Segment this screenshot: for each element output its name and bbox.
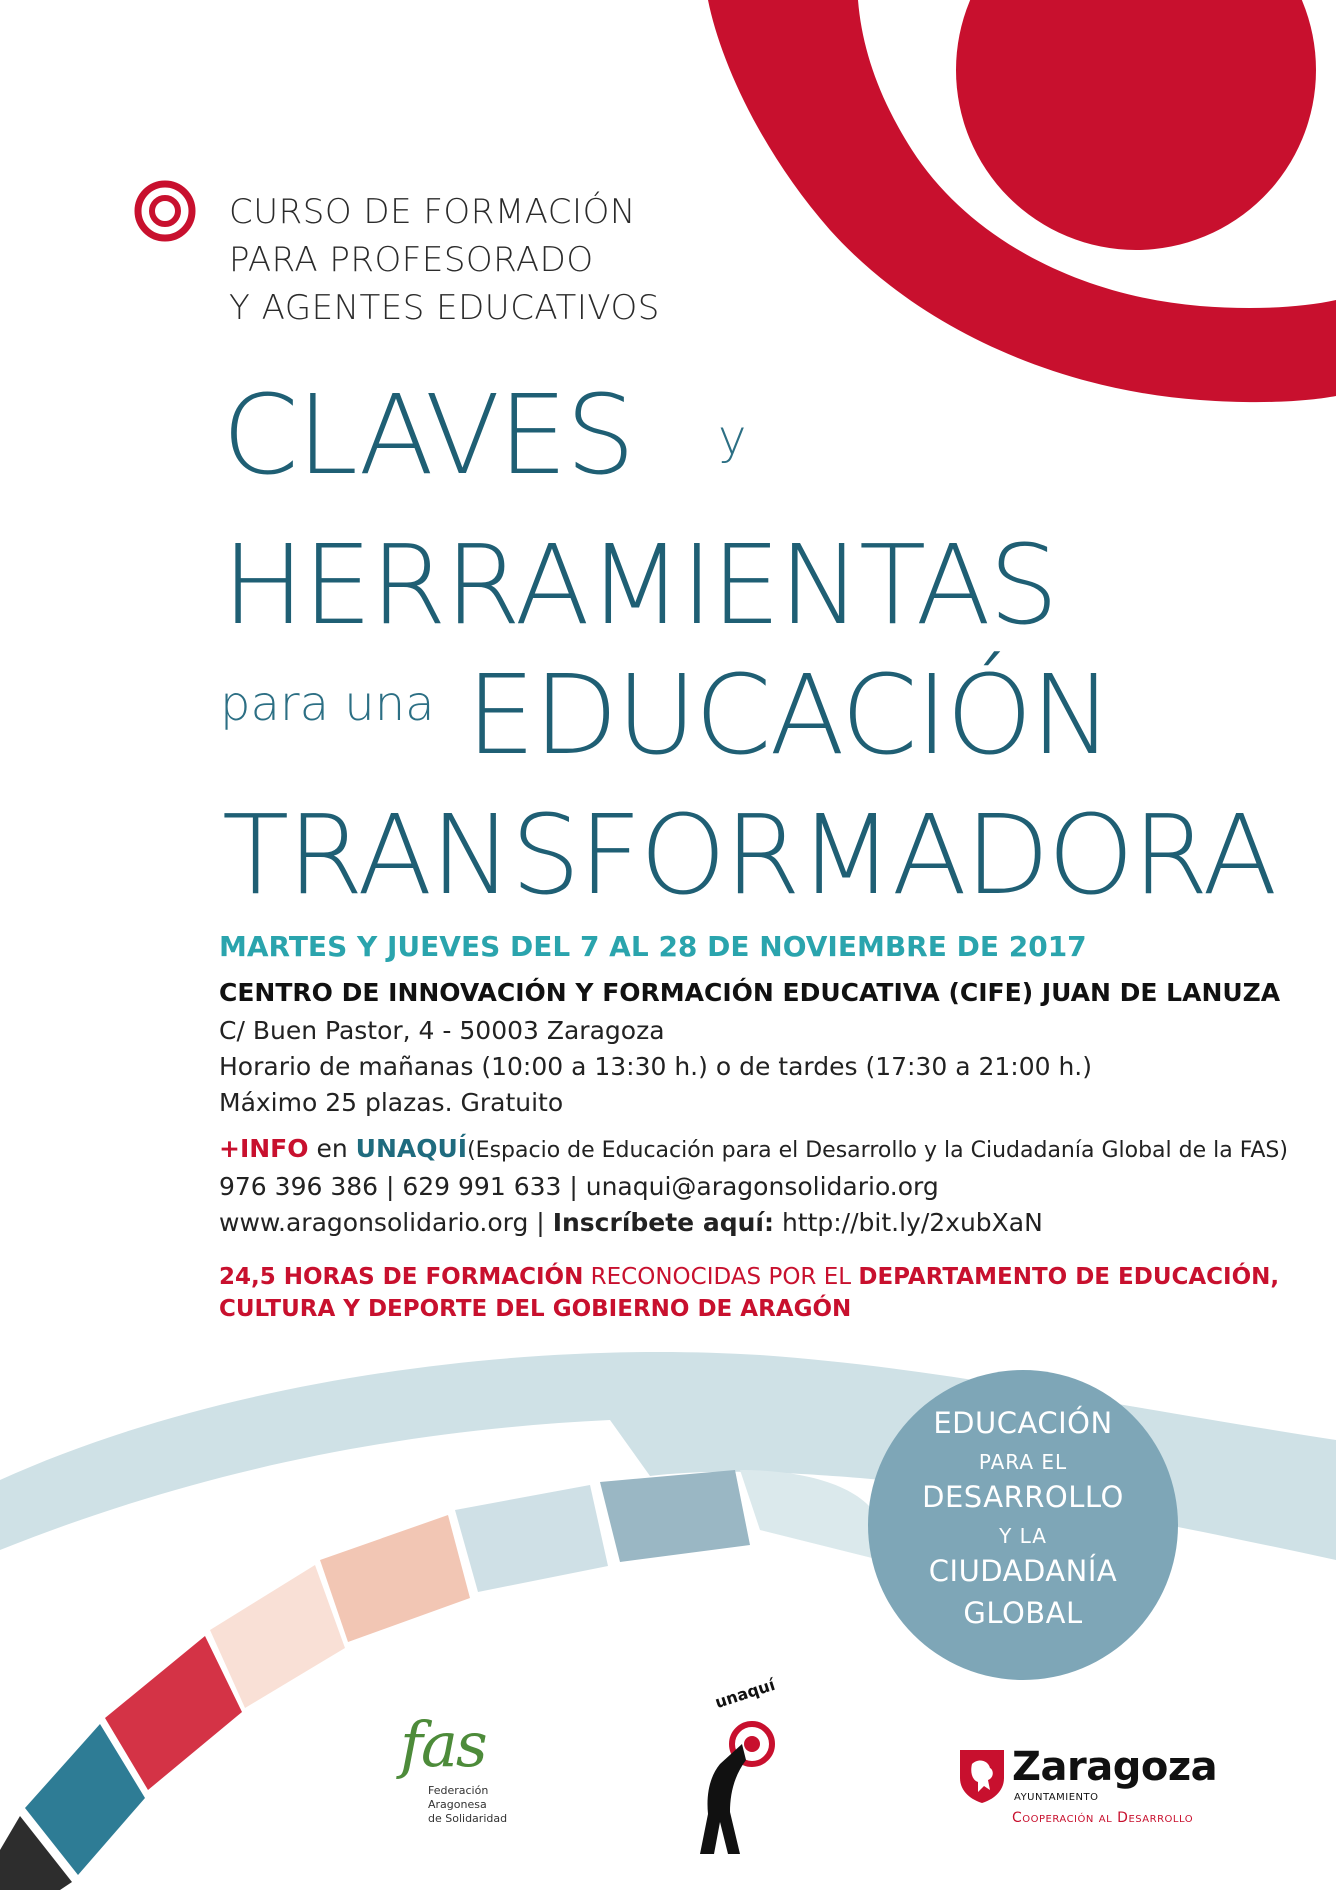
website-line: [219, 1208, 1043, 1237]
zaragoza-sub: AYUNTAMIENTO: [1014, 1792, 1099, 1803]
badge-line-6: GLOBAL: [963, 1596, 1083, 1630]
course-line-3: Y AGENTES EDUCATIVOS: [229, 288, 660, 328]
badge-line-2: PARA EL: [978, 1450, 1068, 1474]
capacity: Máximo 25 plazas. Gratuito: [219, 1088, 564, 1117]
zaragoza-cooperacion: Cooperación al Desarrollo: [1012, 1810, 1194, 1826]
segment-peach: [320, 1515, 470, 1642]
zaragoza-lion-shield-icon: [958, 1748, 1006, 1804]
venue-address: C/ Buen Pastor, 4 - 50003 Zaragoza: [219, 1016, 665, 1045]
course-line-2: PARA PROFESORADO: [229, 240, 594, 280]
segment-light-blue: [600, 1470, 750, 1562]
badge-line-5: CIUDADANÍA: [928, 1554, 1118, 1588]
zaragoza-logo: [956, 1744, 1256, 1848]
recognition-line-1: [219, 1264, 1279, 1290]
register-label: Inscríbete aquí:: [552, 1208, 774, 1237]
zaragoza-name: Zaragoza: [1012, 1744, 1218, 1790]
recognition-hours: 24,5 HORAS DE FORMACIÓN: [219, 1264, 584, 1290]
course-line-1: CURSO DE FORMACIÓN: [229, 192, 636, 232]
plus-info-label: +INFO: [219, 1134, 309, 1163]
segment-pale-blue: [455, 1485, 608, 1592]
info-en: en: [316, 1134, 348, 1163]
fas-mark: fas: [400, 1708, 486, 1781]
recognition-department: DEPARTAMENTO DE EDUCACIÓN,: [858, 1264, 1280, 1290]
unaqui-description: (Espacio de Educación para el Desarrollo y la Ciudadanía Global de la FAS): [467, 1138, 1288, 1163]
contact-phones-email: 976 396 386 | 629 991 633 | unaqui@aragonsolidario.org: [219, 1172, 939, 1201]
title-educacion: EDUCACIÓN: [466, 651, 1111, 779]
title-claves: CLAVES: [222, 371, 634, 499]
fas-line-2: Aragonesa: [428, 1798, 487, 1811]
blue-swoosh-tail: [740, 1470, 883, 1560]
red-sun: [956, 0, 1316, 250]
website-link[interactable]: www.aragonsolidario.org |: [219, 1208, 545, 1237]
edcg-badge: [868, 1370, 1178, 1680]
schedule: Horario de mañanas (10:00 a 13:30 h.) o de tardes (17:30 a 21:00 h.): [219, 1052, 1092, 1081]
title-herramientas: HERRAMIENTAS: [222, 521, 1057, 649]
info-line: [219, 1134, 1288, 1163]
course-dates: MARTES Y JUEVES DEL 7 AL 28 DE NOVIEMBRE DE 2017: [219, 930, 1087, 963]
badge-line-4: Y LA: [999, 1524, 1047, 1548]
title-connector-para-una: para una: [220, 676, 435, 732]
fas-line-3: de Solidaridad: [428, 1812, 508, 1825]
unaqui-logo: [680, 1674, 790, 1864]
register-link[interactable]: http://bit.ly/2xubXaN: [781, 1208, 1043, 1237]
unaqui-mark: unaquí: [712, 1674, 778, 1713]
unaqui-figure-icon: [680, 1704, 790, 1864]
fas-line-1: Federación: [428, 1784, 489, 1797]
fas-logo: [400, 1708, 530, 1840]
title-transformadora: TRANSFORMADORA: [222, 791, 1276, 919]
venue-name: CENTRO DE INNOVACIÓN Y FORMACIÓN EDUCATIVA (CIFE) JUAN DE LANUZA: [219, 978, 1281, 1007]
segment-light-peach: [210, 1565, 345, 1708]
badge-line-3: DESARROLLO: [922, 1480, 1124, 1514]
unaqui-name: UNAQUÍ: [355, 1134, 468, 1163]
title-connector-y: y: [718, 410, 747, 466]
badge-line-1: EDUCACIÓN: [933, 1406, 1113, 1440]
recognition-line-2: CULTURA Y DEPORTE DEL GOBIERNO DE ARAGÓN: [219, 1296, 852, 1322]
target-icon: [134, 180, 196, 242]
recognition-text: RECONOCIDAS POR EL: [590, 1264, 852, 1290]
